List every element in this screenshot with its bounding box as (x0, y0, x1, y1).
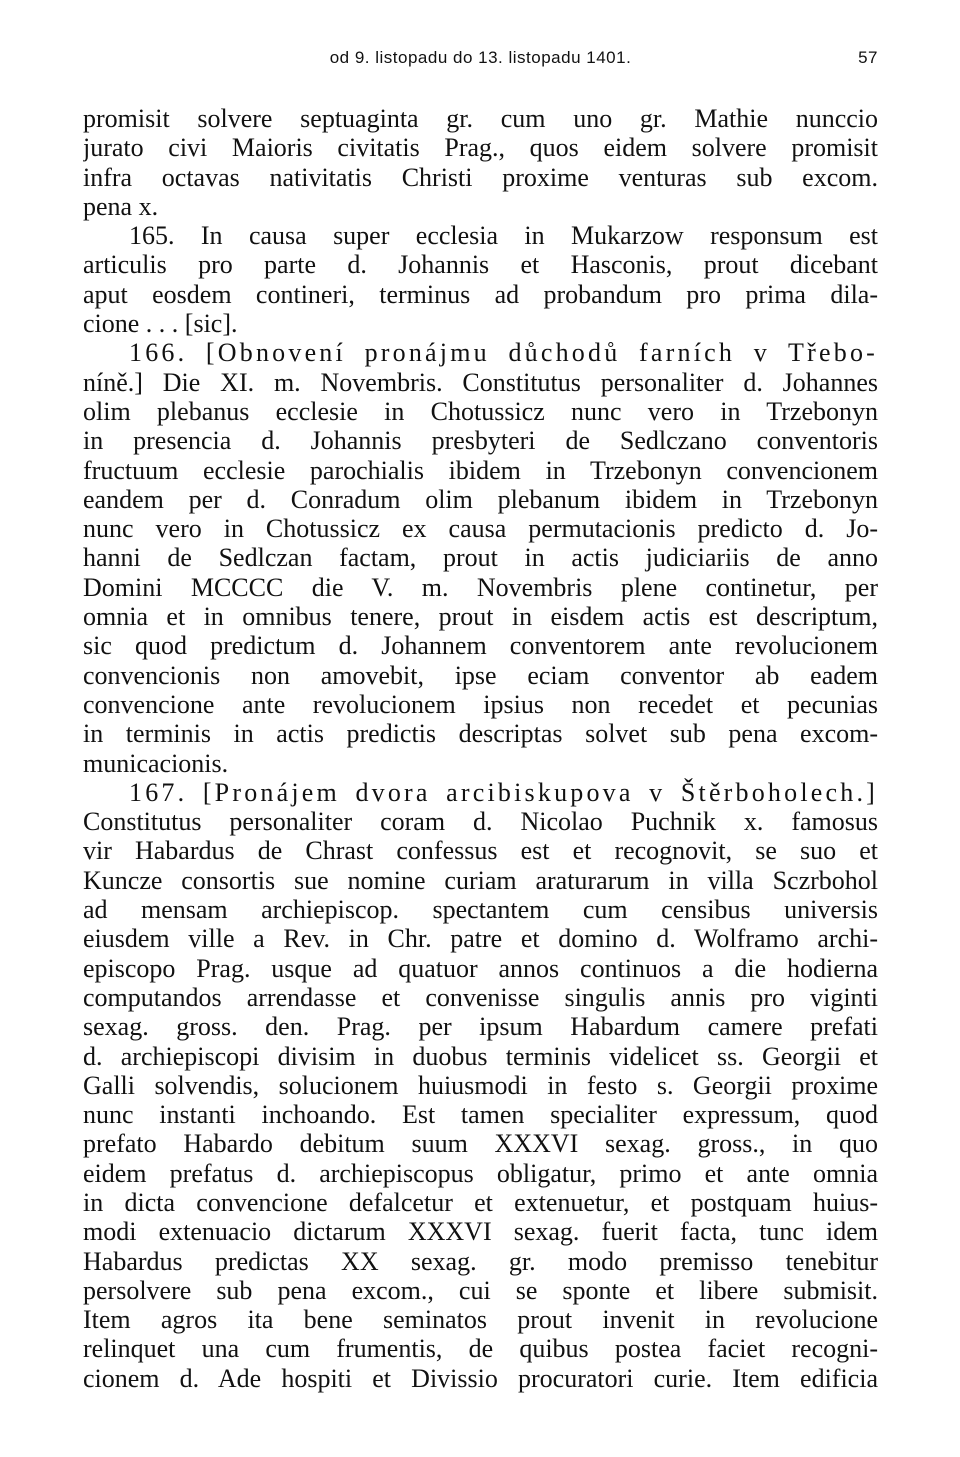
text-line: prefato Habardo debitum suum XXXVI sexag. gross., in quo (83, 1129, 878, 1159)
text-line: modi extenuacio dictarum XXXVI sexag. fuerit facta, tunc idem (83, 1217, 878, 1247)
text-line: Habardus predictas XX sexag. gr. modo premisso tenebitur (83, 1246, 878, 1276)
text-line: jurato civi Maioris civitatis Prag., quos eidem solvere promisit (83, 133, 878, 163)
text-line: aput eosdem contineri, terminus ad probandum pro prima dila- (83, 279, 878, 309)
entry-167-heading: 167. [Pronájem dvora arcibiskupova v Štěrboholech.] (129, 777, 878, 807)
text-line: sic quod predictum d. Johannem conventorem ante revolucionem (83, 631, 878, 661)
text-line: Item agros ita bene seminatos prout invenit in revolucione (83, 1305, 878, 1335)
text-line: in dicta convencione defalcetur et extenuetur, et postquam huius- (83, 1187, 878, 1217)
text-line: Galli solvendis, solucionem huiusmodi in festo s. Georgii proxime (83, 1070, 878, 1100)
text-line: eidem prefatus d. archiepiscopus obligatur, primo et ante omnia (83, 1158, 878, 1188)
running-title: od 9. listopadu do 13. listopadu 1401. (329, 48, 632, 67)
entry-165-start: 165. In causa super ecclesia in Mukarzow responsum est (129, 221, 878, 251)
text-line: hanni de Sedlczan factam, prout in actis judiciariis de anno (83, 543, 878, 573)
text-line: in terminis in actis predictis descriptas solvet sub pena excom- (83, 719, 878, 749)
text-line: Domini MCCCC die V. m. Novembris plene continetur, per (83, 572, 878, 602)
text-line: articulis pro parte d. Johannis et Hasconis, prout dicebant (83, 250, 878, 280)
text-line: relinquet una cum frumentis, de quibus postea faciet recogni- (83, 1334, 878, 1364)
text-line: vir Habardus de Chrast confessus est et recognovit, se suo et (83, 836, 878, 866)
entry-166-heading: 166. [Obnovení pronájmu důchodů farních v Třebo- (129, 338, 878, 368)
text-line: níně.] Die XI. m. Novembris. Constitutus personaliter d. Johannes (83, 367, 878, 397)
text-line: Kuncze consortis sue nomine curiam araturarum in villa Sczrbohol (83, 865, 878, 895)
text-line: convencione ante revolucionem ipsius non recedet et pecunias (83, 689, 878, 719)
text-line: episcopo Prag. usque ad quatuor annos continuos a die hodierna (83, 953, 878, 983)
text-line: omnia et in omnibus tenere, prout in eisdem actis est descriptum, (83, 602, 878, 632)
text-line: in presencia d. Johannis presbyteri de Sedlczano conventoris (83, 426, 878, 456)
text-line: convencionis non amovebit, ipse eciam conventor ab eadem (83, 660, 878, 690)
text-line: ad mensam archiepiscop. spectantem cum censibus universis (83, 895, 878, 925)
text-line: d. archiepiscopi divisim in duobus terminis videlicet ss. Georgii et (83, 1041, 878, 1071)
body-text (83, 104, 878, 1393)
page-number: 57 (858, 48, 878, 67)
text-line: eandem per d. Conradum olim plebanum ibidem in Trzebonyn (83, 484, 878, 514)
text-line: Constitutus personaliter coram d. Nicolao Puchnik x. famosus (83, 807, 878, 837)
page-header (83, 44, 878, 74)
text-line: olim plebanus ecclesie in Chotussicz nunc vero in Trzebonyn (83, 396, 878, 426)
text-line: nunc instanti inchoando. Est tamen specialiter expressum, quod (83, 1100, 878, 1130)
text-line: infra octavas nativitatis Christi proxime venturas sub excom. (83, 162, 878, 192)
text-line: fructuum ecclesie parochialis ibidem in Trzebonyn convencionem (83, 455, 878, 485)
text-line: cionem d. Ade hospiti et Divissio procuratori curie. Item edificia (83, 1363, 878, 1393)
text-line: sexag. gross. den. Prag. per ipsum Habardum camere prefati (83, 1012, 878, 1042)
text-line: promisit solvere septuaginta gr. cum uno gr. Mathie nunccio (83, 104, 878, 133)
text-line: pena x. (83, 191, 159, 221)
text-line: eiusdem ville a Rev. in Chr. patre et domino d. Wolframo archi- (83, 924, 878, 954)
text-line: computandos arrendasse et convenisse singulis annis pro viginti (83, 982, 878, 1012)
text-line: municacionis. (83, 748, 229, 778)
text-line: cione . . . [sic]. (83, 309, 238, 339)
text-line: nunc vero in Chotussicz ex causa permutacionis predicto d. Jo- (83, 514, 878, 544)
text-line: persolvere sub pena excom., cui se sponte et libere submisit. (83, 1275, 878, 1305)
